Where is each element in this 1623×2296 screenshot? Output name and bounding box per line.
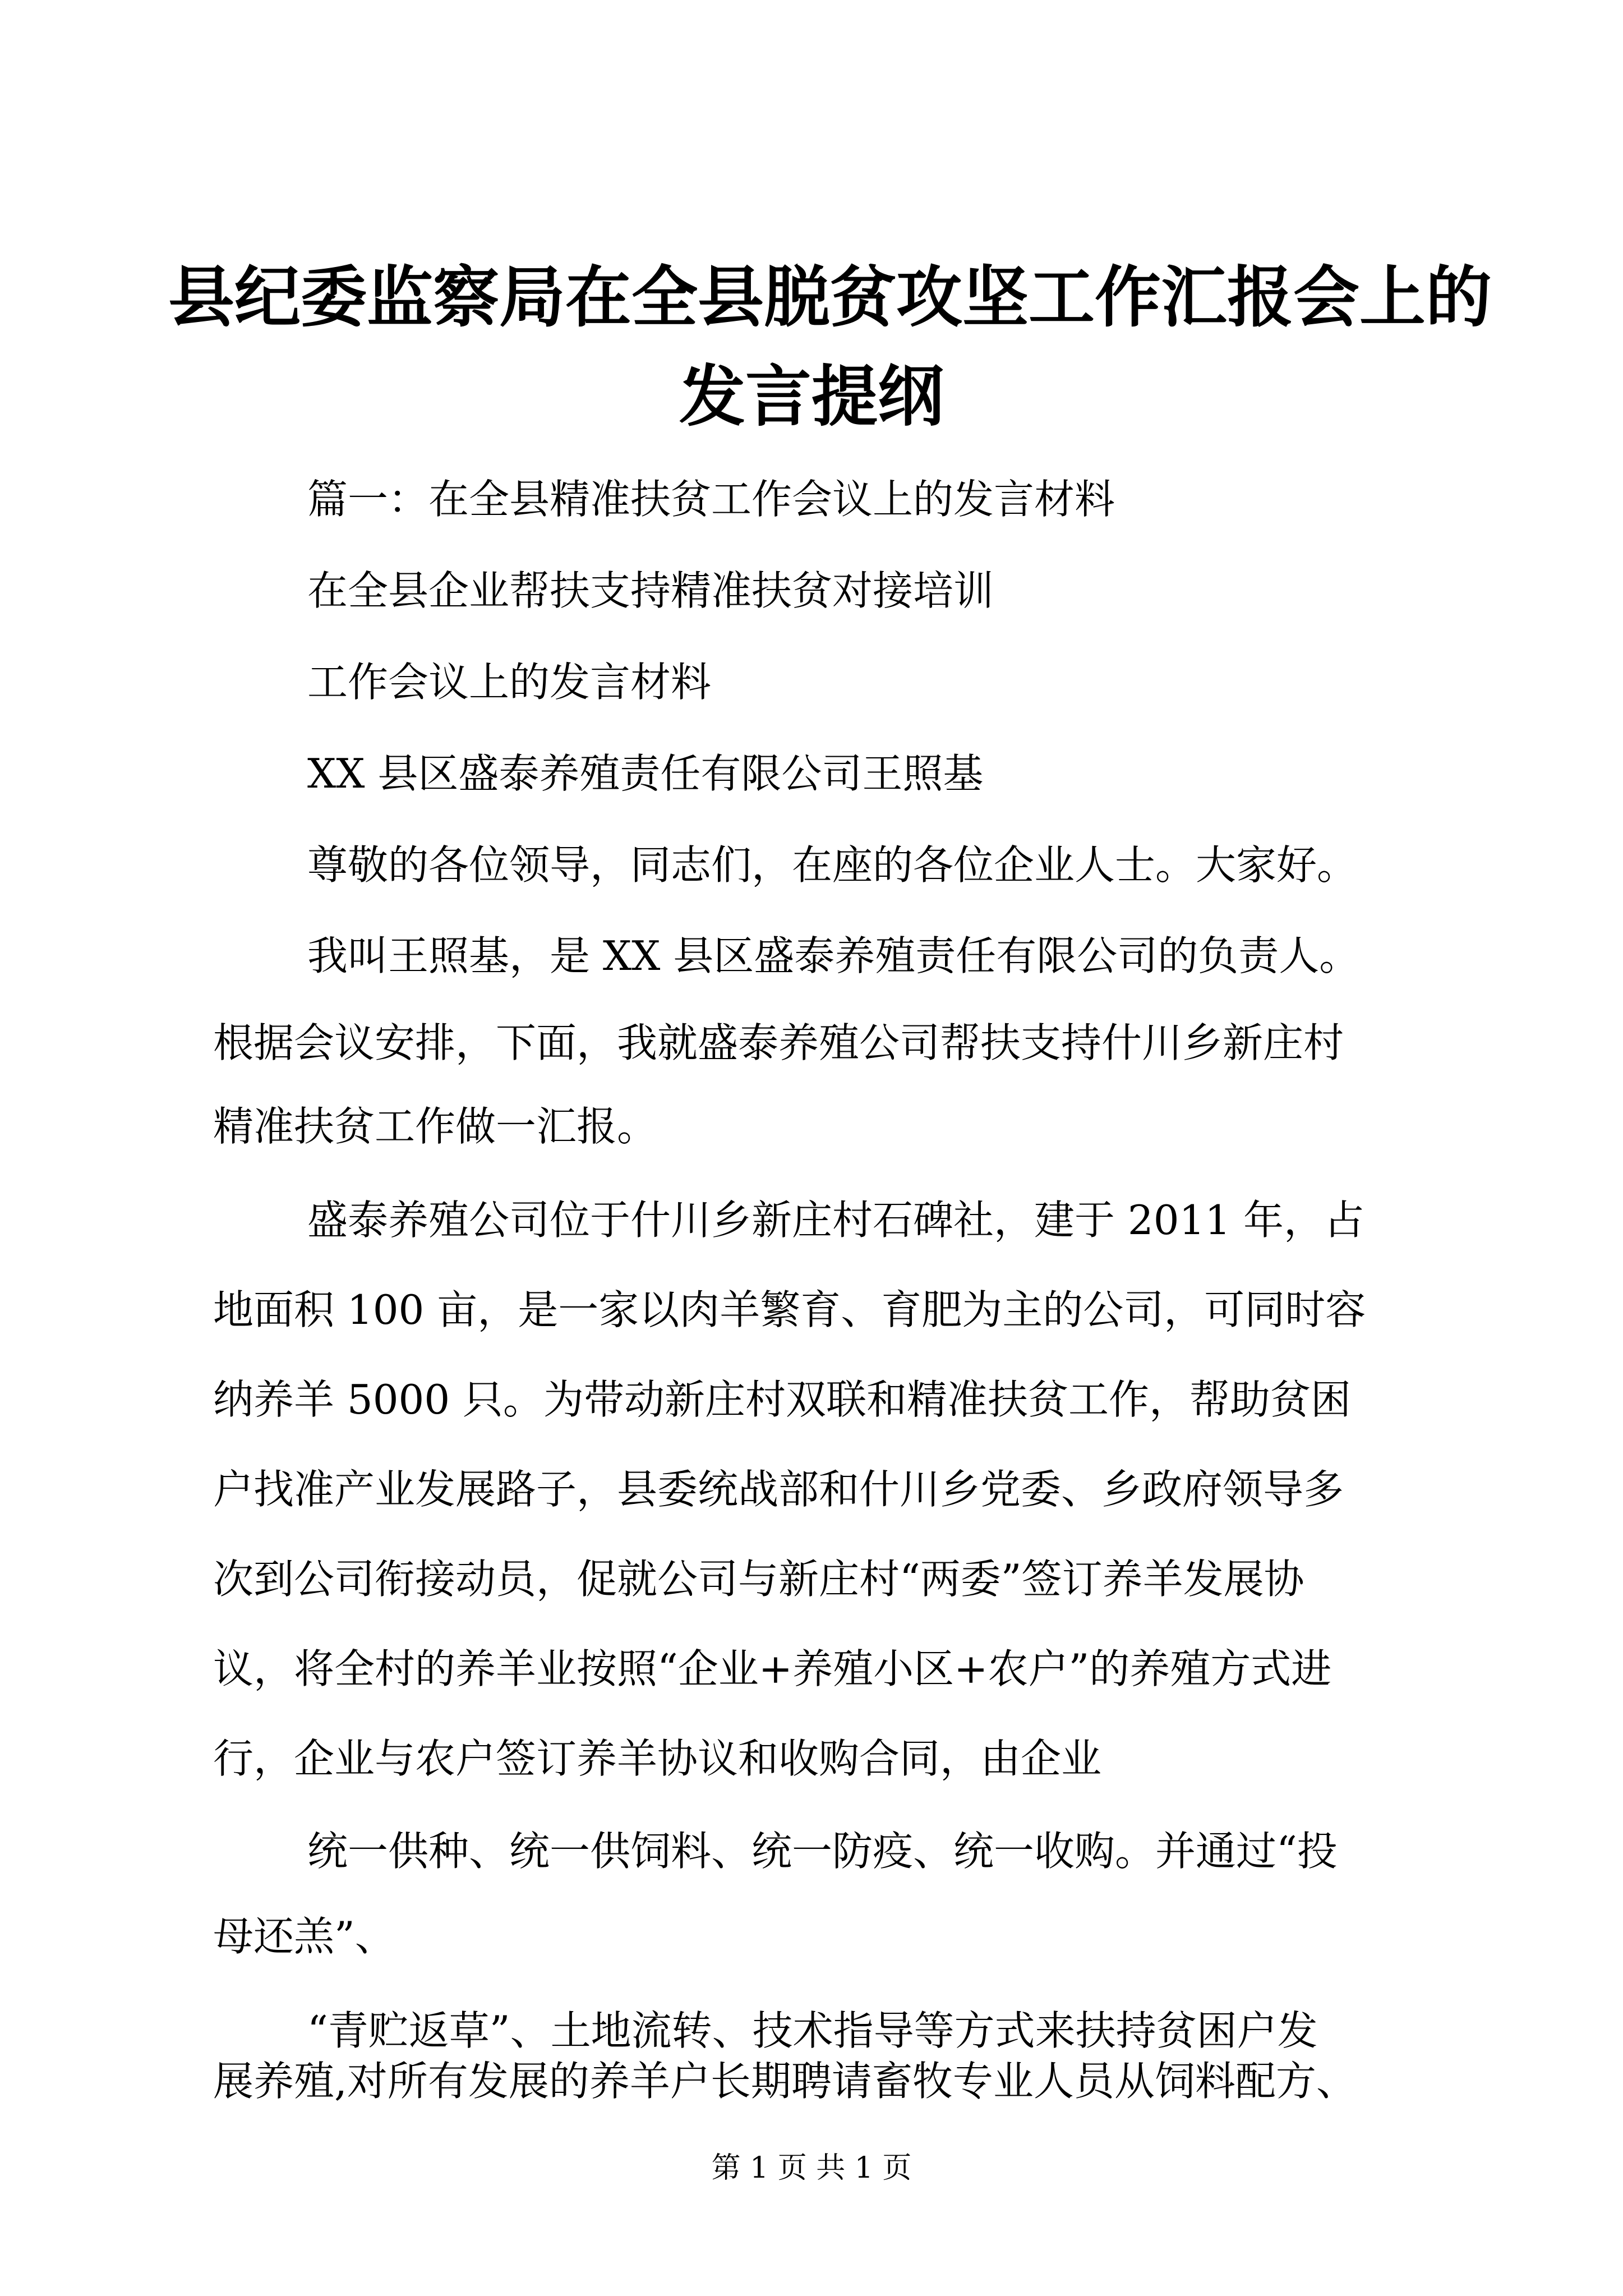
body-line: 盛泰养殖公司位于什川乡新庄村石碑社，建于 2011 年，占: [307, 1197, 1365, 1244]
body-line: 精准扶贫工作做一汇报。: [213, 1103, 658, 1150]
body-line: 母还羔”、: [213, 1913, 395, 1960]
document-title-line-1: 县纪委监察局在全县脱贫攻坚工作汇报会上的: [168, 258, 1492, 336]
body-line: XX 县区盛泰养殖责任有限公司王照基: [307, 750, 984, 797]
body-line: 统一供种、统一供饲料、统一防疫、统一收购。并通过“投: [307, 1828, 1338, 1875]
body-line: 行，企业与农户签订养羊协议和收购合同，由企业: [213, 1735, 1102, 1782]
body-line: 尊敬的各位领导，同志们，在座的各位企业人士。大家好。: [307, 841, 1358, 889]
body-line: 我叫王照基，是 XX 县区盛泰养殖责任有限公司的负责人。: [307, 932, 1360, 979]
body-line: 纳养羊 5000 只。为带动新庄村双联和精准扶贫工作，帮助贫困: [213, 1376, 1352, 1423]
document-title-line-2: 发言提纲: [679, 357, 944, 435]
body-line: 户找准产业发展路子，县委统战部和什川乡党委、乡政府领导多: [213, 1466, 1344, 1513]
body-line: 次到公司衔接动员，促就公司与新庄村“两委”签订养羊发展协: [213, 1556, 1304, 1603]
body-line: 议，将全村的养羊业按照“企业+养殖小区+农户”的养殖方式进: [213, 1645, 1332, 1692]
body-line: 篇一：在全县精准扶贫工作会议上的发言材料: [307, 476, 1115, 523]
body-line: “青贮返草”、土地流转、技术指导等方式来扶持贫困户发: [307, 2007, 1318, 2054]
body-line: 地面积 100 亩，是一家以肉羊繁育、育肥为主的公司，可同时容: [213, 1286, 1366, 1333]
body-line: 在全县企业帮扶支持精准扶贫对接培训: [307, 567, 994, 614]
body-line: 工作会议上的发言材料: [307, 659, 712, 706]
page-footer: 第 1 页 共 1 页: [711, 2151, 912, 2185]
body-line: 展养殖,对所有发展的养羊户长期聘请畜牧专业人员从饲料配方、: [213, 2058, 1357, 2105]
body-line: 根据会议安排，下面，我就盛泰养殖公司帮扶支持什川乡新庄村: [213, 1019, 1344, 1066]
